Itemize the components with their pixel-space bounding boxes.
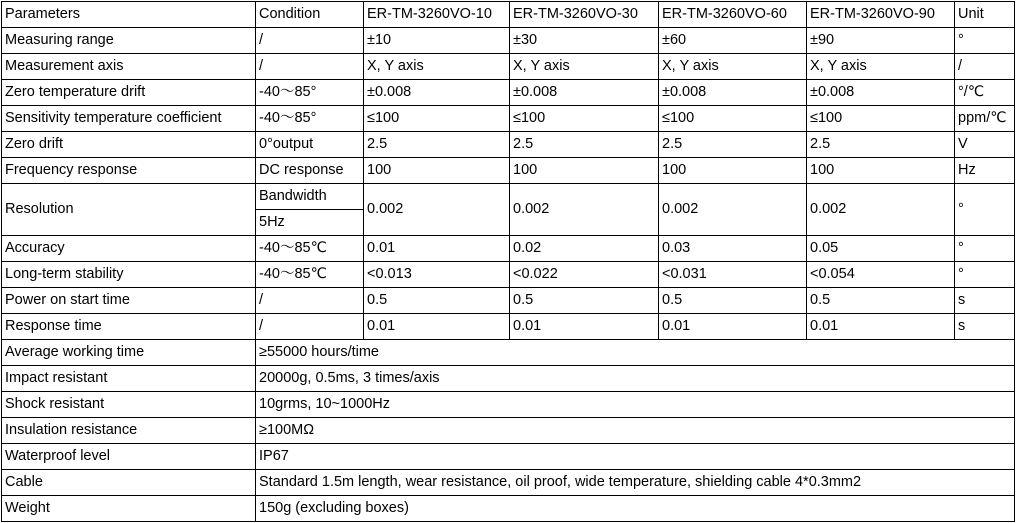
value-cell: 0.02 bbox=[510, 236, 659, 262]
param-cell: Waterproof level bbox=[2, 444, 256, 470]
value-cell: 2.5 bbox=[510, 132, 659, 158]
value-cell: ±30 bbox=[510, 28, 659, 54]
param-cell: Average working time bbox=[2, 340, 256, 366]
param-cell: Measuring range bbox=[2, 28, 256, 54]
value-cell: 0.01 bbox=[659, 314, 807, 340]
table-row bbox=[2, 314, 1015, 340]
param-cell: Sensitivity temperature coefficient bbox=[2, 106, 256, 132]
header-row bbox=[2, 2, 1015, 28]
table-row bbox=[2, 80, 1015, 106]
header-condition: Condition bbox=[256, 2, 364, 28]
merged-value-cell: 20000g, 0.5ms, 3 times/axis bbox=[256, 366, 1015, 392]
resolution-condition-top: Bandwidth bbox=[256, 184, 364, 210]
unit-cell: / bbox=[955, 54, 1015, 80]
value-cell: X, Y axis bbox=[364, 54, 510, 80]
value-cell: 0.05 bbox=[807, 236, 955, 262]
value-cell: 0.5 bbox=[364, 288, 510, 314]
unit-cell: ° bbox=[955, 236, 1015, 262]
param-cell: Zero drift bbox=[2, 132, 256, 158]
value-cell: 0.01 bbox=[510, 314, 659, 340]
header-unit: Unit bbox=[955, 2, 1015, 28]
value-cell: 0.002 bbox=[364, 184, 510, 236]
unit-cell: ppm/℃ bbox=[955, 106, 1015, 132]
param-cell: Shock resistant bbox=[2, 392, 256, 418]
param-cell: Weight bbox=[2, 496, 256, 522]
condition-cell: / bbox=[256, 28, 364, 54]
unit-cell: ° bbox=[955, 184, 1015, 236]
merged-row bbox=[2, 470, 1015, 496]
condition-cell: -40～85℃ bbox=[256, 262, 364, 288]
value-cell: 0.002 bbox=[807, 184, 955, 236]
value-cell: ±0.008 bbox=[659, 80, 807, 106]
param-cell: Long-term stability bbox=[2, 262, 256, 288]
param-cell: Zero temperature drift bbox=[2, 80, 256, 106]
condition-cell: -40～85° bbox=[256, 80, 364, 106]
value-cell: 100 bbox=[364, 158, 510, 184]
param-cell: Impact resistant bbox=[2, 366, 256, 392]
value-cell: <0.022 bbox=[510, 262, 659, 288]
value-cell: 0.01 bbox=[807, 314, 955, 340]
condition-cell: / bbox=[256, 288, 364, 314]
param-cell: Response time bbox=[2, 314, 256, 340]
value-cell: 0.002 bbox=[659, 184, 807, 236]
value-cell: 0.5 bbox=[659, 288, 807, 314]
value-cell: ≤100 bbox=[364, 106, 510, 132]
header-model: ER-TM-3260VO-90 bbox=[807, 2, 955, 28]
value-cell: ≤100 bbox=[659, 106, 807, 132]
merged-row bbox=[2, 418, 1015, 444]
resolution-condition-bottom: 5Hz bbox=[259, 214, 285, 230]
condition-cell: DC response bbox=[256, 158, 364, 184]
param-cell: Frequency response bbox=[2, 158, 256, 184]
param-cell: Accuracy bbox=[2, 236, 256, 262]
table-row bbox=[2, 158, 1015, 184]
value-cell: <0.013 bbox=[364, 262, 510, 288]
unit-cell: s bbox=[955, 288, 1015, 314]
merged-row bbox=[2, 392, 1015, 418]
merged-value-cell: ≥55000 hours/time bbox=[256, 340, 1015, 366]
param-cell: Cable bbox=[2, 470, 256, 496]
header-parameters: Parameters bbox=[2, 2, 256, 28]
value-cell: ±90 bbox=[807, 28, 955, 54]
value-cell: ±60 bbox=[659, 28, 807, 54]
condition-cell: -40～85° bbox=[256, 106, 364, 132]
table-row bbox=[2, 236, 1015, 262]
value-cell: ≤100 bbox=[807, 106, 955, 132]
merged-row bbox=[2, 444, 1015, 470]
value-cell: X, Y axis bbox=[510, 54, 659, 80]
header-model: ER-TM-3260VO-10 bbox=[364, 2, 510, 28]
unit-cell: °/℃ bbox=[955, 80, 1015, 106]
unit-cell: ° bbox=[955, 262, 1015, 288]
value-cell: ±0.008 bbox=[510, 80, 659, 106]
value-cell: 0.03 bbox=[659, 236, 807, 262]
condition-cell: / bbox=[256, 54, 364, 80]
table-row bbox=[2, 288, 1015, 314]
resolution-row bbox=[2, 184, 1015, 236]
param-cell: Power on start time bbox=[2, 288, 256, 314]
unit-cell: V bbox=[955, 132, 1015, 158]
value-cell: 100 bbox=[659, 158, 807, 184]
table-row bbox=[2, 106, 1015, 132]
value-cell: 100 bbox=[510, 158, 659, 184]
value-cell: ±10 bbox=[364, 28, 510, 54]
value-cell: 2.5 bbox=[807, 132, 955, 158]
unit-cell: Hz bbox=[955, 158, 1015, 184]
merged-value-cell: 10grms, 10~1000Hz bbox=[256, 392, 1015, 418]
table-row bbox=[2, 132, 1015, 158]
value-cell: 0.01 bbox=[364, 314, 510, 340]
condition-cell: / bbox=[256, 314, 364, 340]
value-cell: ±0.008 bbox=[364, 80, 510, 106]
value-cell: 0.01 bbox=[364, 236, 510, 262]
table-row bbox=[2, 54, 1015, 80]
value-cell: 0.002 bbox=[510, 184, 659, 236]
param-cell: Insulation resistance bbox=[2, 418, 256, 444]
condition-cell: -40～85℃ bbox=[256, 236, 364, 262]
merged-row bbox=[2, 366, 1015, 392]
condition-cell: 0°output bbox=[256, 132, 364, 158]
value-cell: 100 bbox=[807, 158, 955, 184]
resolution-condition-cell bbox=[256, 184, 364, 236]
value-cell: X, Y axis bbox=[807, 54, 955, 80]
header-model: ER-TM-3260VO-60 bbox=[659, 2, 807, 28]
value-cell: 2.5 bbox=[364, 132, 510, 158]
merged-value-cell: ≥100MΩ bbox=[256, 418, 1015, 444]
merged-row bbox=[2, 496, 1015, 522]
value-cell: 0.5 bbox=[807, 288, 955, 314]
value-cell: 2.5 bbox=[659, 132, 807, 158]
unit-cell: s bbox=[955, 314, 1015, 340]
merged-row bbox=[2, 340, 1015, 366]
header-model: ER-TM-3260VO-30 bbox=[510, 2, 659, 28]
table-row bbox=[2, 262, 1015, 288]
unit-cell: ° bbox=[955, 28, 1015, 54]
value-cell: X, Y axis bbox=[659, 54, 807, 80]
value-cell: <0.031 bbox=[659, 262, 807, 288]
table-row bbox=[2, 28, 1015, 54]
spec-table bbox=[1, 1, 1015, 522]
value-cell: <0.054 bbox=[807, 262, 955, 288]
param-cell: Resolution bbox=[2, 184, 256, 236]
param-cell: Measurement axis bbox=[2, 54, 256, 80]
merged-value-cell: Standard 1.5m length, wear resistance, oil proof, wide temperature, shielding cable 4*0.3mm2 bbox=[256, 470, 1015, 496]
value-cell: ≤100 bbox=[510, 106, 659, 132]
value-cell: 0.5 bbox=[510, 288, 659, 314]
value-cell: ±0.008 bbox=[807, 80, 955, 106]
merged-value-cell: 150g (excluding boxes) bbox=[256, 496, 1015, 522]
merged-value-cell: IP67 bbox=[256, 444, 1015, 470]
